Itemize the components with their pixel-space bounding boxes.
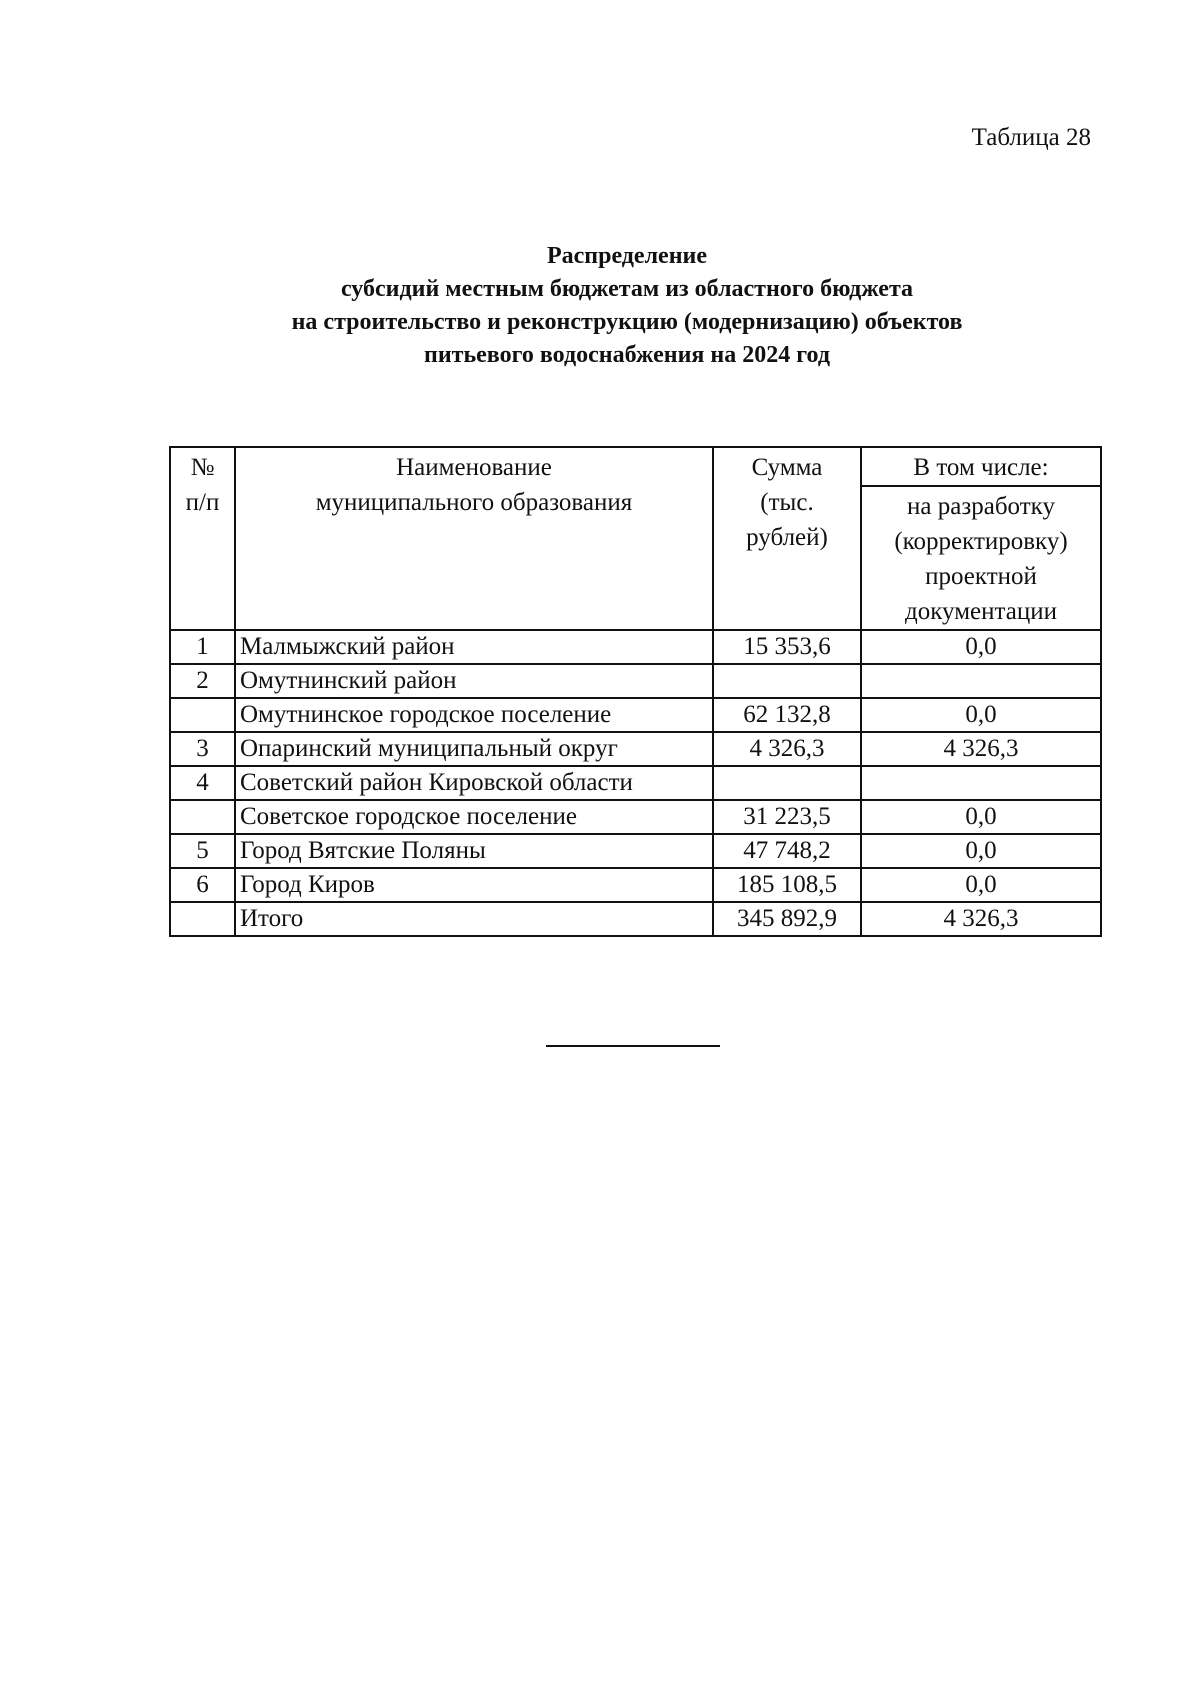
header-name: Наименование муниципального образования	[235, 447, 713, 630]
cell-project: 0,0	[861, 800, 1101, 834]
cell-name: Советское городское поселение	[235, 800, 713, 834]
table-row	[170, 630, 1101, 664]
table-row	[170, 834, 1101, 868]
cell-sum: 47 748,2	[713, 834, 861, 868]
table-row	[170, 868, 1101, 902]
closing-rule	[546, 1045, 720, 1047]
cell-sum	[713, 766, 861, 800]
cell-project	[861, 664, 1101, 698]
cell-name: Город Вятские Поляны	[235, 834, 713, 868]
cell-sum: 4 326,3	[713, 732, 861, 766]
cell-num: 4	[170, 766, 235, 800]
cell-name: Итого	[235, 902, 713, 936]
cell-project: 0,0	[861, 868, 1101, 902]
cell-name: Опаринский муниципальный округ	[235, 732, 713, 766]
table-row	[170, 664, 1101, 698]
header-project-docs: на разработку (корректировку) проектной документации	[861, 486, 1101, 630]
cell-num: 2	[170, 664, 235, 698]
cell-project: 4 326,3	[861, 902, 1101, 936]
table-row	[170, 800, 1101, 834]
cell-project: 0,0	[861, 630, 1101, 664]
cell-sum: 62 132,8	[713, 698, 861, 732]
table-row	[170, 732, 1101, 766]
table-header	[170, 447, 1101, 630]
cell-sum: 345 892,9	[713, 902, 861, 936]
cell-project	[861, 766, 1101, 800]
header-sum: Сумма (тыс. рублей)	[713, 447, 861, 630]
cell-num: 1	[170, 630, 235, 664]
cell-name: Город Киров	[235, 868, 713, 902]
heading-line-4: питьевого водоснабжения на 2024 год	[424, 342, 830, 368]
cell-name: Омутнинское городское поселение	[235, 698, 713, 732]
heading-line-2: субсидий местным бюджетам из областного бюджета	[340, 276, 914, 302]
table-total-row	[170, 902, 1101, 936]
cell-project: 0,0	[861, 698, 1101, 732]
cell-sum	[713, 664, 861, 698]
cell-num	[170, 800, 235, 834]
header-num: № п/п	[170, 447, 235, 630]
cell-sum: 15 353,6	[713, 630, 861, 664]
cell-num: 6	[170, 868, 235, 902]
header-including: В том числе:	[861, 447, 1101, 486]
cell-num: 5	[170, 834, 235, 868]
table-number-label: Таблица 28	[971, 124, 1091, 151]
cell-name: Малмыжский район	[235, 630, 713, 664]
heading-line-1: Распределение	[546, 243, 708, 269]
heading-line-3: на строительство и реконструкцию (модернизацию) объектов	[291, 309, 963, 335]
document-heading	[160, 240, 1094, 372]
cell-sum: 185 108,5	[713, 868, 861, 902]
table-body	[170, 630, 1101, 936]
cell-num	[170, 902, 235, 936]
subsidy-table	[169, 446, 1102, 937]
cell-sum: 31 223,5	[713, 800, 861, 834]
cell-project: 0,0	[861, 834, 1101, 868]
table-row	[170, 698, 1101, 732]
cell-num	[170, 698, 235, 732]
cell-name: Советский район Кировской области	[235, 766, 713, 800]
cell-name: Омутнинский район	[235, 664, 713, 698]
table-row	[170, 766, 1101, 800]
cell-num: 3	[170, 732, 235, 766]
cell-project: 4 326,3	[861, 732, 1101, 766]
